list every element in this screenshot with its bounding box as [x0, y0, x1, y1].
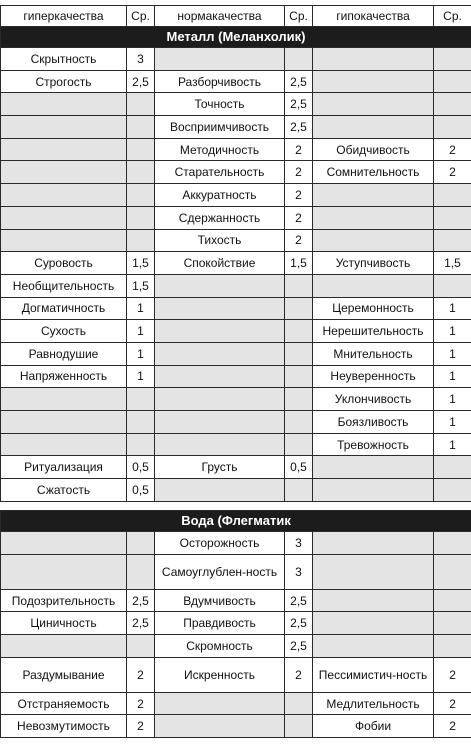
hypo-quality-cell: Уступчивость [313, 252, 434, 275]
norm-avg-cell [285, 320, 313, 343]
hyper-quality-cell [1, 411, 127, 434]
table-row [1, 274, 471, 297]
norm-avg-cell [285, 48, 313, 71]
norm-quality-cell: Сдержанность [155, 206, 285, 229]
hypo-avg-cell [434, 589, 471, 612]
hyper-avg-cell: 1,5 [127, 252, 155, 275]
table-row [1, 297, 471, 320]
hyper-avg-cell [127, 229, 155, 252]
table-row [1, 657, 471, 692]
hyper-avg-cell [127, 206, 155, 229]
metal-body [1, 27, 471, 502]
hyper-avg-cell: 1 [127, 342, 155, 365]
hypo-quality-cell: Мнительность [313, 342, 434, 365]
norm-quality-cell: Восприимчивость [155, 116, 285, 139]
hyper-avg-cell [127, 411, 155, 434]
norm-quality-cell [155, 320, 285, 343]
norm-quality-cell: Аккуратность [155, 184, 285, 207]
hypo-avg-cell [434, 456, 471, 479]
hyper-quality-cell [1, 138, 127, 161]
hypo-quality-cell: Пессимистич-ность [313, 657, 434, 692]
hypo-avg-cell [434, 70, 471, 93]
hyper-avg-cell [127, 138, 155, 161]
table-row [1, 116, 471, 139]
hypo-quality-cell [313, 274, 434, 297]
table-row [1, 532, 471, 555]
norm-avg-cell: 2,5 [285, 635, 313, 658]
norm-avg-cell: 1,5 [285, 252, 313, 275]
table-row [1, 138, 471, 161]
norm-avg-cell [285, 692, 313, 715]
hypo-avg-cell [434, 479, 471, 502]
hypo-avg-cell [434, 206, 471, 229]
norm-quality-cell [155, 411, 285, 434]
norm-quality-cell [155, 274, 285, 297]
hypo-quality-cell: Медлительность [313, 692, 434, 715]
norm-quality-cell: Вдумчивость [155, 589, 285, 612]
hyper-avg-cell [127, 116, 155, 139]
hypo-avg-cell [434, 93, 471, 116]
hyper-avg-cell: 2,5 [127, 612, 155, 635]
hypo-quality-cell: Нерешительность [313, 320, 434, 343]
norm-quality-cell: Правдивость [155, 612, 285, 635]
norm-quality-cell: Самоуглублен-ность [155, 554, 285, 589]
norm-avg-cell: 2,5 [285, 93, 313, 116]
hypo-quality-cell [313, 589, 434, 612]
hyper-quality-cell: Необщительность [1, 274, 127, 297]
hyper-avg-cell [127, 635, 155, 658]
norm-avg-cell: 2 [285, 184, 313, 207]
section-title-metal: Металл (Меланхолик) [1, 27, 471, 48]
norm-quality-cell: Искренность [155, 657, 285, 692]
hypo-quality-cell: Сомнительность [313, 161, 434, 184]
norm-quality-cell [155, 388, 285, 411]
hypo-quality-cell [313, 229, 434, 252]
hyper-avg-cell [127, 161, 155, 184]
hypo-avg-cell [434, 532, 471, 555]
hyper-avg-cell: 1 [127, 320, 155, 343]
hypo-avg-cell: 1 [434, 342, 471, 365]
hyper-quality-cell: Невозмутимость [1, 715, 127, 738]
norm-quality-cell: Старательность [155, 161, 285, 184]
hypo-avg-cell: 1 [434, 388, 471, 411]
hypo-quality-cell [313, 532, 434, 555]
hyper-quality-cell [1, 206, 127, 229]
hypo-avg-cell: 2 [434, 657, 471, 692]
hyper-avg-cell: 2 [127, 657, 155, 692]
hyper-quality-cell [1, 184, 127, 207]
section-title-row [1, 511, 471, 532]
hypo-quality-cell: Тревожность [313, 433, 434, 456]
hyper-avg-cell: 0,5 [127, 456, 155, 479]
norm-avg-cell: 2,5 [285, 589, 313, 612]
norm-quality-cell: Методичность [155, 138, 285, 161]
hypo-quality-cell [313, 93, 434, 116]
hypo-avg-cell [434, 48, 471, 71]
hyper-avg-cell: 2,5 [127, 70, 155, 93]
table-row [1, 70, 471, 93]
hypo-avg-cell [434, 184, 471, 207]
header-norm: нормакачества [155, 6, 285, 27]
norm-avg-cell [285, 274, 313, 297]
norm-quality-cell: Грусть [155, 456, 285, 479]
hyper-quality-cell: Напряженность [1, 365, 127, 388]
norm-avg-cell [285, 342, 313, 365]
header-avg-norm: Ср. [285, 6, 313, 27]
hyper-avg-cell [127, 93, 155, 116]
hyper-avg-cell [127, 184, 155, 207]
hypo-avg-cell: 2 [434, 715, 471, 738]
hyper-avg-cell [127, 532, 155, 555]
table-row [1, 411, 471, 434]
norm-quality-cell [155, 433, 285, 456]
table-row [1, 692, 471, 715]
header-avg-hypo: Ср. [434, 6, 471, 27]
hypo-quality-cell [313, 479, 434, 502]
hyper-avg-cell: 0,5 [127, 479, 155, 502]
norm-avg-cell: 2 [285, 138, 313, 161]
hyper-quality-cell [1, 229, 127, 252]
hypo-quality-cell: Боязливость [313, 411, 434, 434]
norm-avg-cell: 2 [285, 161, 313, 184]
hypo-avg-cell [434, 229, 471, 252]
norm-avg-cell: 3 [285, 554, 313, 589]
hypo-quality-cell [313, 48, 434, 71]
table-row [1, 184, 471, 207]
hyper-quality-cell: Равнодушие [1, 342, 127, 365]
hyper-quality-cell [1, 161, 127, 184]
norm-quality-cell: Точность [155, 93, 285, 116]
water-table [0, 510, 471, 738]
table-row [1, 48, 471, 71]
hypo-avg-cell [434, 612, 471, 635]
norm-avg-cell: 2 [285, 229, 313, 252]
hyper-avg-cell: 2 [127, 715, 155, 738]
norm-avg-cell: 2 [285, 657, 313, 692]
table-row [1, 554, 471, 589]
norm-quality-cell: Разборчивость [155, 70, 285, 93]
table-row [1, 342, 471, 365]
table-row [1, 93, 471, 116]
hypo-quality-cell [313, 206, 434, 229]
header-hyper: гиперкачества [1, 6, 127, 27]
hyper-avg-cell [127, 433, 155, 456]
hyper-quality-cell: Скрытность [1, 48, 127, 71]
hypo-avg-cell: 1,5 [434, 252, 471, 275]
hyper-avg-cell: 1,5 [127, 274, 155, 297]
metal-table [0, 5, 471, 502]
hyper-avg-cell [127, 554, 155, 589]
hyper-quality-cell: Сухость [1, 320, 127, 343]
hypo-avg-cell: 1 [434, 433, 471, 456]
norm-avg-cell: 3 [285, 532, 313, 555]
table-row [1, 479, 471, 502]
hyper-avg-cell: 1 [127, 365, 155, 388]
norm-quality-cell [155, 479, 285, 502]
hypo-quality-cell [313, 635, 434, 658]
hyper-quality-cell [1, 635, 127, 658]
hyper-quality-cell: Суровость [1, 252, 127, 275]
norm-quality-cell [155, 48, 285, 71]
hypo-quality-cell [313, 184, 434, 207]
table-row [1, 365, 471, 388]
table-row [1, 229, 471, 252]
norm-avg-cell: 2,5 [285, 70, 313, 93]
table-row [1, 206, 471, 229]
norm-avg-cell [285, 297, 313, 320]
norm-quality-cell [155, 692, 285, 715]
hypo-avg-cell: 1 [434, 365, 471, 388]
hyper-quality-cell: Циничность [1, 612, 127, 635]
hypo-quality-cell [313, 554, 434, 589]
hyper-quality-cell [1, 532, 127, 555]
hyper-quality-cell [1, 554, 127, 589]
table-row [1, 715, 471, 738]
table-row [1, 433, 471, 456]
hypo-avg-cell: 2 [434, 692, 471, 715]
hyper-quality-cell: Отстраняемость [1, 692, 127, 715]
hyper-avg-cell: 3 [127, 48, 155, 71]
norm-quality-cell: Тихость [155, 229, 285, 252]
hypo-avg-cell: 2 [434, 138, 471, 161]
hypo-quality-cell: Неуверенность [313, 365, 434, 388]
header-hypo: гипокачества [313, 6, 434, 27]
hypo-quality-cell [313, 612, 434, 635]
hypo-quality-cell: Фобии [313, 715, 434, 738]
hypo-avg-cell: 2 [434, 161, 471, 184]
hyper-quality-cell: Строгость [1, 70, 127, 93]
hypo-quality-cell [313, 456, 434, 479]
table-row [1, 456, 471, 479]
norm-avg-cell: 2 [285, 206, 313, 229]
hyper-avg-cell: 2,5 [127, 589, 155, 612]
norm-quality-cell: Осторожность [155, 532, 285, 555]
hypo-avg-cell: 1 [434, 297, 471, 320]
norm-avg-cell [285, 433, 313, 456]
hyper-quality-cell: Раздумывание [1, 657, 127, 692]
norm-avg-cell: 2,5 [285, 116, 313, 139]
header-avg-hyper: Ср. [127, 6, 155, 27]
column-header-row [1, 6, 471, 27]
hyper-avg-cell: 2 [127, 692, 155, 715]
hyper-quality-cell [1, 116, 127, 139]
norm-avg-cell: 0,5 [285, 456, 313, 479]
norm-quality-cell [155, 297, 285, 320]
hyper-quality-cell: Подозрительность [1, 589, 127, 612]
section-title-row [1, 27, 471, 48]
norm-quality-cell [155, 715, 285, 738]
norm-avg-cell [285, 365, 313, 388]
table-row [1, 161, 471, 184]
hyper-quality-cell: Сжатость [1, 479, 127, 502]
hypo-avg-cell [434, 554, 471, 589]
hyper-quality-cell: Догматичность [1, 297, 127, 320]
hyper-quality-cell: Ритуализация [1, 456, 127, 479]
hyper-quality-cell [1, 433, 127, 456]
hypo-avg-cell [434, 635, 471, 658]
hypo-quality-cell [313, 116, 434, 139]
norm-avg-cell [285, 388, 313, 411]
hypo-quality-cell: Обидчивость [313, 138, 434, 161]
norm-avg-cell [285, 411, 313, 434]
hyper-quality-cell [1, 388, 127, 411]
norm-avg-cell [285, 715, 313, 738]
hyper-quality-cell [1, 93, 127, 116]
norm-quality-cell: Скромность [155, 635, 285, 658]
section-title-water: Вода (Флегматик [1, 511, 471, 532]
norm-quality-cell: Спокойствие [155, 252, 285, 275]
water-body [1, 511, 471, 738]
hypo-avg-cell: 1 [434, 411, 471, 434]
norm-quality-cell [155, 365, 285, 388]
hypo-quality-cell: Церемонность [313, 297, 434, 320]
table-row [1, 589, 471, 612]
table-row [1, 320, 471, 343]
hypo-quality-cell: Уклончивость [313, 388, 434, 411]
table-row [1, 252, 471, 275]
norm-avg-cell: 2,5 [285, 612, 313, 635]
hyper-avg-cell [127, 388, 155, 411]
hypo-avg-cell [434, 116, 471, 139]
hypo-avg-cell [434, 274, 471, 297]
hyper-avg-cell: 1 [127, 297, 155, 320]
table-row [1, 388, 471, 411]
norm-quality-cell [155, 342, 285, 365]
table-row [1, 635, 471, 658]
norm-avg-cell [285, 479, 313, 502]
hypo-avg-cell: 1 [434, 320, 471, 343]
table-row [1, 612, 471, 635]
hypo-quality-cell [313, 70, 434, 93]
